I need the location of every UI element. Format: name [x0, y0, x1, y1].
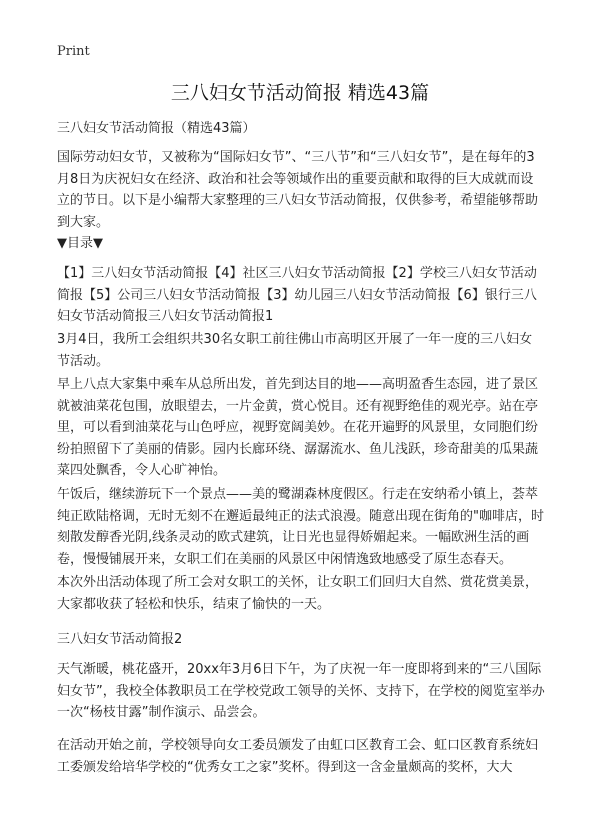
print-link[interactable]: Print [57, 44, 90, 59]
body-paragraph: 3月4日，我所工会组织共30名女职工前往佛山市高明区开展了一年一度的三八妇女节活动。 [57, 332, 533, 369]
body-paragraph: 早上八点大家集中乘车从总所出发，首先到达目的地——高明盈香生态园，进了景区就被油菜花包围，放眼望去，一片金黄，赏心悦目。还有视野绝佳的观光亭。站在亭里，可以看到油菜花与山色呼应，视野宽阔美妙。在花开遍野的风景里，女同胞们纷纷拍照留下了美丽的倩影。园内长廊环绕、潺潺流水、鱼儿浅跃，珍奇甜美的瓜果蔬菜四处飘香，令人心旷神怡。 [57, 377, 539, 478]
document-subtitle: 三八妇女节活动简报（精选43篇） [57, 121, 256, 136]
body-paragraph: 本次外出活动体现了所工会对女职工的关怀，让女职工们回归大自然、赏花赏美景，大家都收获了轻松和快乐，结束了愉快的一天。 [57, 575, 539, 612]
document-title: 三八妇女节活动简报 精选43篇 [170, 82, 430, 104]
section-heading: 三八妇女节活动简报2 [57, 632, 183, 647]
intro-paragraph: 国际劳动妇女节，又被称为“国际妇女节”、“三八节”和“三八妇女节”，是在每年的3月8日为庆祝妇女在经济、政治和社会等领域作出的重要贡献和取得的巨大成就而设立的节日。以下是小编帮大家整理的三八妇女节活动简报，仅供参考，希望能够帮助到大家。 [57, 150, 539, 230]
toc-links[interactable]: 【1】三八妇女节活动简报【4】社区三八妇女节活动简报【2】学校三八妇女节活动简报【5】公司三八妇女节活动简报【3】幼儿园三八妇女节活动简报【6】银行三八妇女节活动简报三八妇女节活动简报1 [57, 266, 537, 324]
body-paragraph: 天气渐暖，桃花盛开，20xx年3月6日下午，为了庆祝一年一度即将到来的“三八国际妇女节”，我校全体教职员工在学校党政工领导的关怀、支持下，在学校的阅览室举办一次“杨枝甘露”制作演示、品尝会。 [57, 662, 545, 720]
body-paragraph: 午饭后，继续游玩下一个景点——美的鹭湖森林度假区。行走在安纳希小镇上，荟萃纯正欧陆格调，无时无刻不在邂逅最纯正的法式浪漫。随意出现在街角的"咖啡店，时刻散发醇香光阴,线条灵动的欧式建筑，让日光也显得娇媚起来。一幅欧洲生活的画卷，慢慢铺展开来，女职工们在美丽的风景区中闲情逸致地感受了原生态春天。 [57, 487, 544, 567]
toc-heading: ▼目录▼ [57, 236, 103, 251]
body-paragraph: 在活动开始之前，学校领导向女工委员颁发了由虹口区教育工会、虹口区教育系统妇工委颁发给培华学校的“优秀女工之家”奖杯。得到这一含金量颇高的奖杯，大大 [57, 738, 539, 775]
